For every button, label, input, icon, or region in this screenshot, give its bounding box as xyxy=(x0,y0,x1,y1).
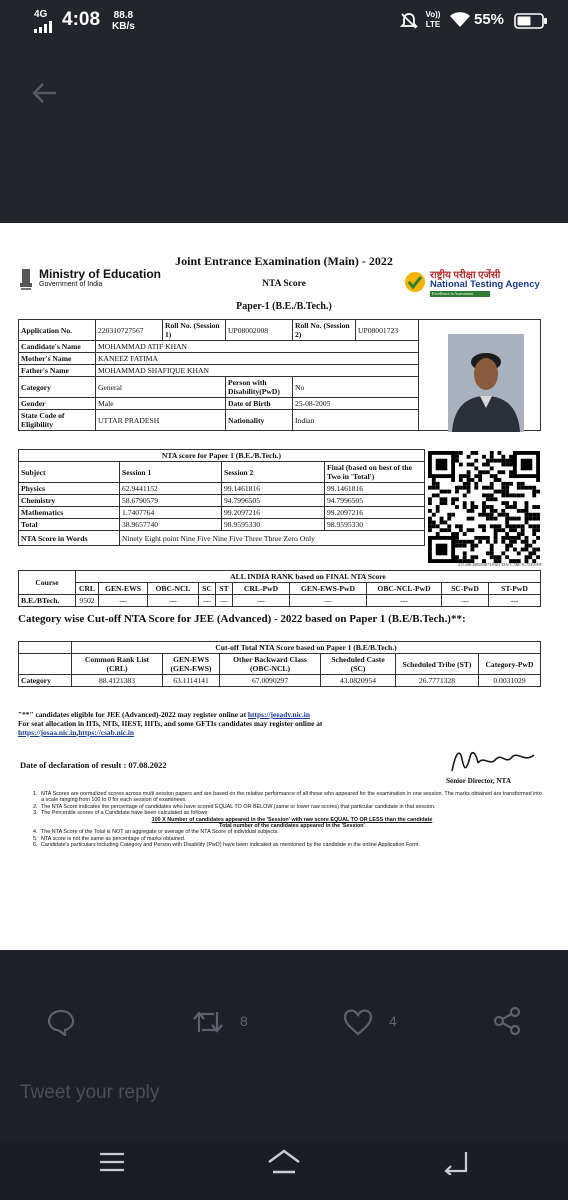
retweet-icon[interactable] xyxy=(192,1008,224,1036)
cutoff-heading: Category wise Cut-off NTA Score for JEE (Advanced) - 2022 based on Paper 1 (B.E/B.Tech.)**: xyxy=(18,613,466,625)
josaa-link[interactable]: https://josaa.nic.in xyxy=(18,728,77,737)
table-row: B.E./BTech. 9502 --- --- --- --- --- --- --- --- --- xyxy=(19,595,541,607)
status-bar xyxy=(0,0,568,44)
volte-indicator: Vo)) LTE xyxy=(425,10,441,29)
media-top-bar xyxy=(0,44,568,222)
nta-logo: राष्ट्रीय परीक्षा एजेंसी National Testing Agency Excellence in Assessment xyxy=(404,267,544,299)
cutoff-table: Cut-off Total NTA Score based on Paper 1 (B.E/B.Tech.) Common Rank List (CRL) GEN-EWS (GEN-EWS) Other Backward Class (OBC-NCL) Scheduled Caste (SC) Scheduled Tribe (ST) Category-PwD Category 88.4121383 63.1114141 67.0090297 43.0820954 26.7771328 0.0031029 xyxy=(18,641,541,687)
scorecard-image[interactable]: Joint Entrance Examination (Main) - 2022 Ministry of Education Government of India NTA Score राष्ट्रीय परीक्षा एजेंसी National Testing Agency Excellence in Assessment Paper-1 (B.E./B.Tech.) Application No. 220310727567 Roll No. (Session 1) UP08002008 Roll No. (Session 2) UP08001723 Candidate's Name MOHAMMAD ATIF KHAN Mother's Name KANEEZ FATIMA Father's Name MOHAMMAD SHAFIQUE KHAN Category General Person with Disability(PwD) No Gender Male Date of Birth 25-08-2005 State Code of Eligibility UTTAR PRADESH Nationality Indian NTA score for Paper 1 (B.E./B.Tech.) Subject Session 1 Session 2 Final (based on best of the Two in 'Total') Physics 62.9441152 99.1461816 99.1461816 Chemistry 58.6790579 94.7996505 94.7996505 Mathematics 1.7407764 99.2097216 99.2097216 Total 38.9657740 98.9595330 98.9595330 NTA Score in Words Ninety Eight point Nine Five Nine Five Three Three Zero Only 27C68CB858987183ECDA7C7BF3C75FDFE Course ALL INDIA RANK based on FINAL NTA Score CRL GEN-EWS OBC-NCL SC ST CRL-PwD GEN-EWS-PwD OBC-NCL-PwD SC-PwD ST-PwD B.E./BTech. 9502 --- --- --- --- --- --- --- --- --- Category wise Cut-off NTA Score for JEE (Advanced) - 2022 based on Paper 1 (B.E/B.Tech.)**: Cut-off Total NTA Score based on Paper 1 (B.E/B.Tech.) Common Rank List (CRL) GEN-EWS (GEN-EWS) Other Backward Class (OBC-NCL) Scheduled Caste (SC) Scheduled Tribe (ST) Category-PwD Category 88.4121383 63.1114141 67.0090297 43.0820954 26.7771328 0.0031029 "**" candidates eligible for JEE (Advanced)-2022 may register online at https://jeeadv.nic.in For seat allocation in IITs, NITs, IIEST, IIITs, and some GFTIs candidates may register online at https://josaa.nic.in,https://csab.nic.in Date of declaration of result : 07.08.2022 Senior Director, NTA 1. NTA Scores are normalized scores across multi session papers and are based on the relative performance of all those who appeared for the examination in one session. The marks obtained are transformed into a scale ranging from 100 to 0 for each session of examinees. 2. The NTA Score indicates the percentage of candidates who have scored EQUAL TO OR BELOW (same or lower raw scores) that particular candidate in that session. 3. The Percentile scores of a Candidate have been calculated as follows: 100 X Number of candidates appeared in the 'Session' with raw score EQUAL TO OR LESS than the candidate Total number of the candidates appeared in the 'Session' 4. The NTA Score of the Total is NOT an aggregate or average of the NTA Score of individual subjects. 5. NTA score is not the same as percentage of marks obtained. 6. Candidate's particulars including Category and Person with Disability (PwD) have been indicated as mentioned by the candidate in the online Application Form. xyxy=(0,223,568,950)
clock: 4:08 xyxy=(62,9,101,30)
reply-input[interactable]: Tweet your reply xyxy=(20,1082,160,1103)
signal-icon xyxy=(34,21,56,33)
advanced-note: "**" candidates eligible for JEE (Advanced)-2022 may register online at https://jeeadv.nic.in For seat allocation in IITs, NITs, IIEST, IIITs, and some GFTIs candidates may register online at https://josaa.nic.in,https://csab.nic.in xyxy=(18,710,323,737)
retweet-count: 8 xyxy=(240,1013,248,1029)
table-row: Total 38.9657740 98.9595330 98.9595330 xyxy=(19,519,425,531)
home-icon[interactable] xyxy=(266,1148,302,1176)
jeeadv-link[interactable]: https://jeeadv.nic.in xyxy=(247,710,310,719)
declaration-date: Date of declaration of result : 07.08.2022 xyxy=(20,760,167,770)
rank-table: Course ALL INDIA RANK based on FINAL NTA Score CRL GEN-EWS OBC-NCL SC ST CRL-PwD GEN-EWS-PwD OBC-NCL-PwD SC-PwD ST-PwD B.E./BTech. 9502 --- --- --- --- --- --- --- --- --- xyxy=(18,570,541,607)
nta-check-icon xyxy=(404,271,426,293)
qr-code-icon xyxy=(428,451,540,563)
notes-list: 1. NTA Scores are normalized scores across multi session papers and are based on the relative performance of all those who appeared for the examination in one session. The marks obtained are transformed into a scale ranging from 100 to 0 for each session of examinees. 2. The NTA Score indicates the percentage of candidates who have scored EQUAL TO OR BELOW (same or lower raw scores) that particular candidate in that session. 3. The Percentile scores of a Candidate have been calculated as follows: 100 X Number of candidates appeared in the 'Session' with raw score EQUAL TO OR LESS than the candidate Total number of the candidates appeared in the 'Session' 4. The NTA Score of the Total is NOT an aggregate or average of the NTA Score of individual subjects. 5. NTA score is not the same as percentage of marks obtained. 6. Candidate's particulars including Category and Person with Disability (PwD) have been indicated as mentioned by the candidate in the online Application Form. xyxy=(33,791,542,849)
person-photo-icon xyxy=(448,334,524,432)
candidate-table: Application No. 220310727567 Roll No. (Session 1) UP08002008 Roll No. (Session 2) UP08001723 Candidate's Name MOHAMMAD ATIF KHAN Mother's Name KANEEZ FATIMA Father's Name MOHAMMAD SHAFIQUE KHAN Category General Person with Disability(PwD) No Gender Male Date of Birth 25-08-2005 State Code of Eligibility UTTAR PRADESH Nationality Indian xyxy=(18,319,541,431)
csab-link[interactable]: https://csab.nic.in xyxy=(78,728,135,737)
candidate-photo xyxy=(448,334,524,432)
wifi-icon xyxy=(450,12,470,28)
score-table: NTA score for Paper 1 (B.E./B.Tech.) Subject Session 1 Session 2 Final (based on best of the Two in 'Total') Physics 62.9441152 99.1461816 99.1461816 Chemistry 58.6790579 94.7996505 94.7996505 Mathematics 1.7407764 99.2097216 99.2097216 Total 38.9657740 98.9595330 98.9595330 NTA Score in Words Ninety Eight point Nine Five Nine Five Three Three Zero Only xyxy=(18,449,425,546)
table-row: Chemistry 58.6790579 94.7996505 94.7996505 xyxy=(19,495,425,507)
heart-icon[interactable] xyxy=(342,1008,374,1036)
table-row: Category 88.4121383 63.1114141 67.0090297 43.0820954 26.7771328 0.0031029 xyxy=(19,675,541,687)
table-row: Mathematics 1.7407764 99.2097216 99.2097216 xyxy=(19,507,425,519)
battery-icon xyxy=(514,13,548,29)
doc-title: Joint Entrance Examination (Main) - 2022 xyxy=(175,254,393,268)
share-icon[interactable] xyxy=(492,1006,522,1036)
paper-title: Paper-1 (B.E./B.Tech.) xyxy=(236,301,332,312)
table-row: Physics 62.9441152 99.1461816 99.1461816 xyxy=(19,483,425,495)
qr-code-text: 27C68CB858987183ECDA7C7BF3C75FDFE xyxy=(458,562,542,567)
back-icon[interactable] xyxy=(442,1149,470,1175)
signature-icon xyxy=(448,745,540,777)
comment-icon[interactable] xyxy=(46,1008,76,1036)
battery-percent: 55% xyxy=(474,11,505,28)
signer-title: Senior Director, NTA xyxy=(446,777,512,785)
nav-bar xyxy=(0,1142,568,1200)
back-arrow-icon[interactable] xyxy=(30,78,60,108)
tweet-bottom xyxy=(0,950,568,1200)
mute-icon xyxy=(400,12,418,30)
like-count: 4 xyxy=(389,1013,397,1029)
network-type: 4G xyxy=(34,9,48,20)
net-speed: 88.8 KB/s xyxy=(112,10,135,32)
doc-subtitle: NTA Score xyxy=(262,279,306,289)
menu-icon[interactable] xyxy=(98,1150,126,1174)
tweet-actions xyxy=(0,950,568,1040)
